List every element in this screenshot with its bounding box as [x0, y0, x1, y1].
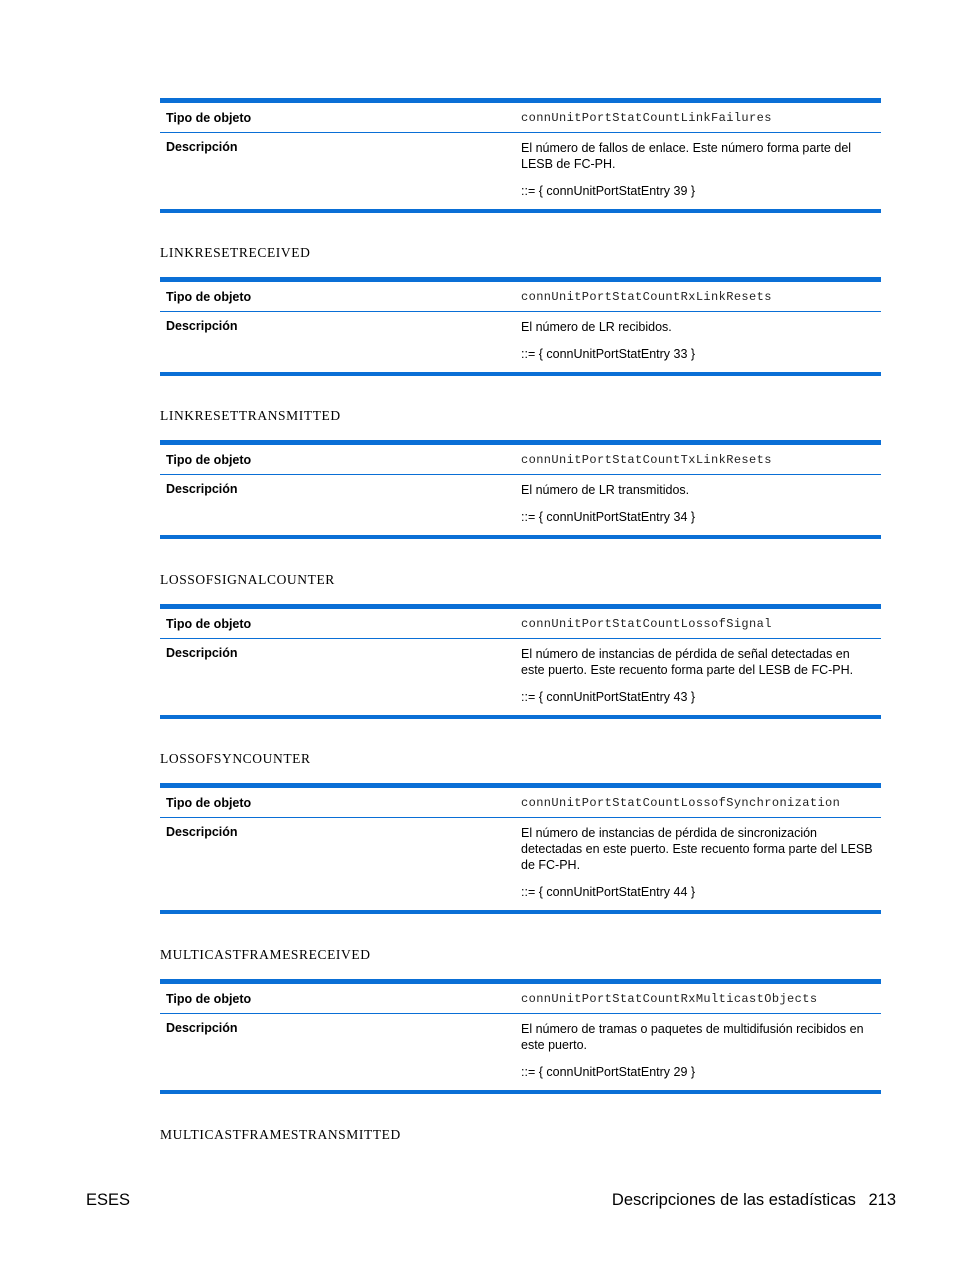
object-type-row [160, 788, 881, 818]
entry-table-1 [160, 277, 881, 376]
footer-right [612, 1191, 896, 1210]
description-text: El número de instancias de pérdida de sincronización detectadas en este puerto. Este recuento forma parte del LESB de FC-PH. [521, 826, 873, 872]
object-type-label: Tipo de objeto [166, 991, 252, 1006]
description-label: Descripción [166, 646, 238, 660]
description-text: El número de LR transmitidos. [521, 483, 690, 497]
assignment-text: ::= { connUnitPortStatEntry 33 } [521, 347, 696, 361]
object-type-value: connUnitPortStatCountLossofSynchronization [521, 795, 841, 810]
section-heading: LOSSOFSIGNALCOUNTER [160, 572, 335, 587]
description-label: Descripción [166, 482, 238, 496]
description-row [160, 475, 881, 535]
assignment-text: ::= { connUnitPortStatEntry 39 } [521, 184, 696, 198]
entry-table-2 [160, 440, 881, 539]
entry-table-5 [160, 979, 881, 1094]
description-row [160, 639, 881, 715]
page-number: 213 [868, 1191, 896, 1209]
description-text: El número de fallos de enlace. Este número forma parte del LESB de FC-PH. [521, 141, 852, 171]
description-label: Descripción [166, 1021, 238, 1035]
object-type-value: connUnitPortStatCountRxLinkResets [521, 289, 772, 304]
object-type-row [160, 984, 881, 1014]
object-type-row [160, 609, 881, 639]
footer-chapter-title: Descripciones de las estadísticas [611, 1191, 856, 1209]
entry-table-0 [160, 98, 881, 213]
object-type-value: connUnitPortStatCountLinkFailures [521, 110, 772, 125]
object-type-value: connUnitPortStatCountLossofSignal [521, 616, 772, 631]
description-row [160, 133, 881, 209]
object-type-label: Tipo de objeto [166, 110, 252, 125]
assignment-text: ::= { connUnitPortStatEntry 43 } [521, 690, 696, 704]
description-label: Descripción [166, 319, 238, 333]
section-heading: LINKRESETRECEIVED [160, 245, 311, 260]
assignment-text: ::= { connUnitPortStatEntry 44 } [521, 885, 696, 899]
object-type-row [160, 445, 881, 475]
description-row [160, 1014, 881, 1090]
object-type-label: Tipo de objeto [166, 795, 252, 810]
description-text: El número de instancias de pérdida de señal detectadas en este puerto. Este recuento forma parte del LESB de FC-PH. [521, 647, 854, 677]
description-row [160, 312, 881, 372]
description-text: El número de LR recibidos. [521, 320, 672, 334]
description-label: Descripción [166, 825, 238, 839]
entry-table-4 [160, 783, 881, 914]
footer-left: ESES [86, 1191, 131, 1209]
object-type-label: Tipo de objeto [166, 452, 252, 467]
object-type-label: Tipo de objeto [166, 616, 252, 631]
description-label: Descripción [166, 140, 238, 154]
assignment-text: ::= { connUnitPortStatEntry 34 } [521, 510, 696, 524]
description-row [160, 818, 881, 910]
section-heading: LINKRESETTRANSMITTED [160, 408, 341, 423]
section-heading: MULTICASTFRAMESTRANSMITTED [160, 1127, 401, 1142]
section-heading: LOSSOFSYNCOUNTER [160, 751, 311, 766]
description-text: El número de tramas o paquetes de multidifusión recibidos en este puerto. [521, 1022, 864, 1052]
assignment-text: ::= { connUnitPortStatEntry 29 } [521, 1065, 696, 1079]
object-type-value: connUnitPortStatCountRxMulticastObjects [521, 991, 818, 1006]
object-type-label: Tipo de objeto [166, 289, 252, 304]
object-type-row [160, 103, 881, 133]
section-heading: MULTICASTFRAMESRECEIVED [160, 947, 371, 962]
entry-table-3 [160, 604, 881, 719]
object-type-value: connUnitPortStatCountTxLinkResets [521, 452, 772, 467]
object-type-row [160, 282, 881, 312]
